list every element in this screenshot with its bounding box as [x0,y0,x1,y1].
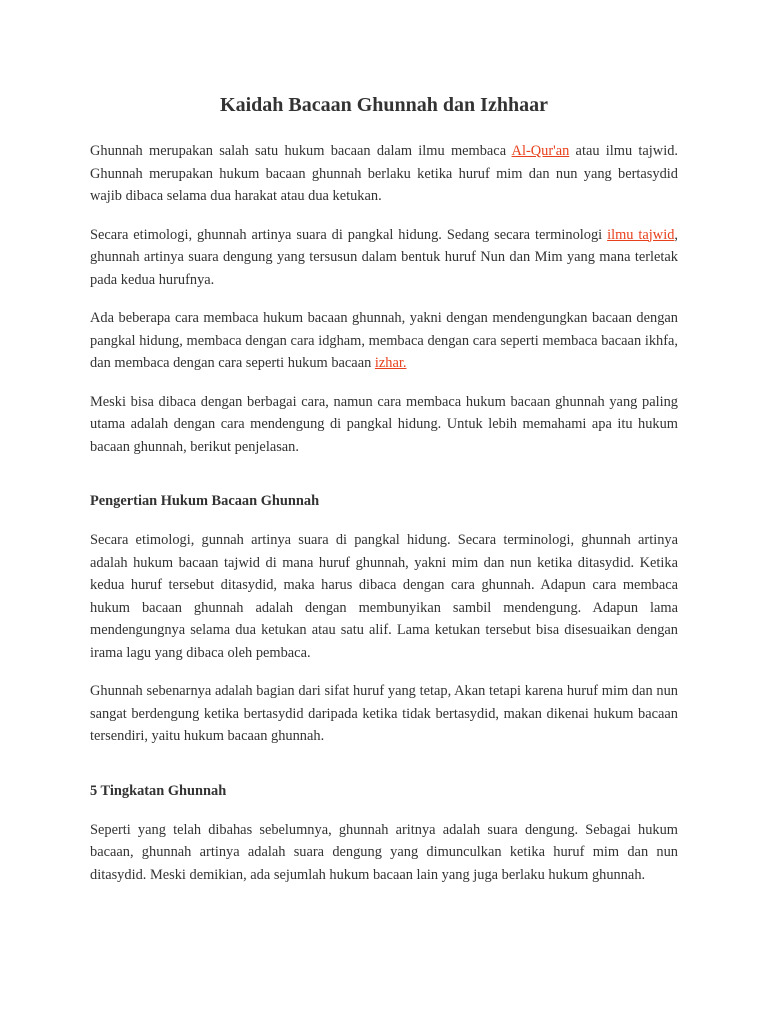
intro-p1-text-before: Ghunnah merupakan salah satu hukum bacaan dalam ilmu membaca [90,143,512,159]
intro-p3-text-before: Ada beberapa cara membaca hukum bacaan ghunnah, yakni dengan mendengungkan bacaan dengan pangkal hidung, membaca dengan cara idgham, membaca dengan cara seperti membaca bacaan ikhfa, dan membaca dengan cara seperti hukum bacaan [90,310,678,371]
intro-p1-text-after: atau ilmu tajwid. Ghunnah merupakan hukum bacaan ghunnah berlaku ketika huruf mim dan nun yang bertasydid wajib dibaca selama dua harakat atau dua ketukan. [90,143,678,204]
ilmu-tajwid-link[interactable]: ilmu tajwid [607,226,675,243]
intro-p2-text-before: Secara etimologi, ghunnah artinya suara di pangkal hidung. Sedang secara terminologi [90,226,608,243]
tingkatan-paragraph-1: Seperti yang telah dibahas sebelumnya, ghunnah aritnya adalah suara dengung. Sebagai hukum bacaan, ghunnah artinya adalah suara dengung yang dimunculkan ketika huruf mim dan nun ditasydid. Meski demikian, ada sejumlah hukum bacaan lain yang juga berlaku hukum ghunnah. [90,821,678,883]
intro-paragraph-3 [90,307,678,375]
document-title: Kaidah Bacaan Ghunnah dan Izhhaar [220,94,548,116]
pengertian-paragraph-2: Ghunnah sebenarnya adalah bagian dari sifat huruf yang tetap, Akan tetapi karena huruf mim dan nun sangat berdengung ketika bertasydid daripada ketika tidak bertasydid, makan dikenai hukum bacaan tersendiri, yaitu hukum bacaan ghunnah. [90,683,678,744]
intro-p2-text-after: , ghunnah artinya suara dengung yang tersusun dalam bentuk huruf Nun dan Mim yang mana terletak pada kedua hurufnya. [90,226,678,288]
section-heading-pengertian: Pengertian Hukum Bacaan Ghunnah [90,493,320,509]
intro-paragraph-1 [90,140,678,208]
intro-paragraph-2 [90,224,678,292]
al-quran-link[interactable]: Al-Qur'an [511,143,570,159]
section-heading-tingkatan: 5 Tingkatan Ghunnah [90,782,227,799]
intro-paragraph-4: Meski bisa dibaca dengan berbagai cara, namun cara membaca hukum bacaan ghunnah yang paling utama adalah dengan cara mendengung di pangkal hidung. Untuk lebih memahami apa itu hukum bacaan ghunnah, berikut penjelasan. [90,393,678,455]
izhar-link[interactable]: izhar. [374,355,407,371]
pengertian-paragraph-1: Secara etimologi, gunnah artinya suara di pangkal hidung. Secara terminologi, ghunnah artinya adalah hukum bacaan tajwid di mana huruf ghunnah, yakni mim dan nun ketika ditasydid. Ketika kedua huruf tersebut ditasydid, maka harus dibaca dengan cara ghunnah. Adapun cara membaca hukum bacaan ghunnah adalah dengan membunyikan sambil mendengung. Adapun lama mendengungnya selama dua ketukan atau satu alif. Lama ketukan tersebut bisa disesuaikan dengan irama lagu yang dibaca oleh pembaca. [90,532,678,661]
